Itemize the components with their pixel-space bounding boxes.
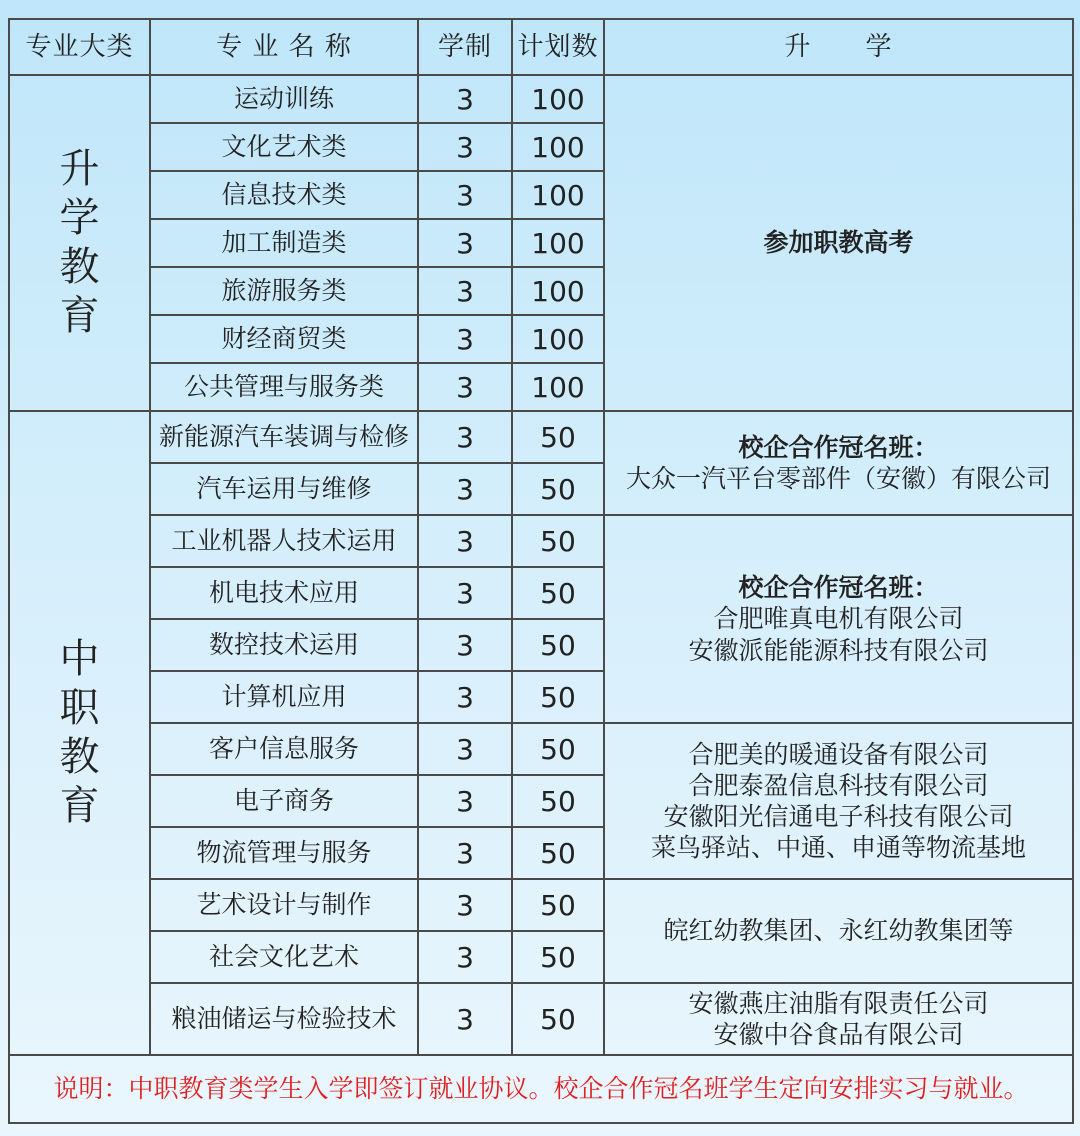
major-name: 加工制造类 [150, 219, 418, 267]
partner-note: 安徽燕庄油脂有限责任公司 安徽中谷食品有限公司 [604, 983, 1073, 1055]
major-name: 财经商贸类 [150, 315, 418, 363]
plan-value: 100 [512, 219, 604, 267]
plan-value: 50 [512, 775, 604, 827]
major-name: 计算机应用 [150, 671, 418, 723]
plan-value: 100 [512, 75, 604, 123]
major-name: 粮油储运与检验技术 [150, 983, 418, 1055]
table-row [9, 75, 1073, 123]
major-name: 新能源汽车装调与检修 [150, 411, 418, 463]
years-value: 3 [418, 723, 512, 775]
header-category: 专业大类 [9, 19, 150, 75]
plan-value: 100 [512, 267, 604, 315]
plan-value: 100 [512, 363, 604, 411]
major-name: 社会文化艺术 [150, 931, 418, 983]
major-name: 公共管理与服务类 [150, 363, 418, 411]
years-value: 3 [418, 123, 512, 171]
years-value: 3 [418, 775, 512, 827]
category-higher-education: 升 学 教 育 [9, 75, 150, 411]
years-value: 3 [418, 219, 512, 267]
plan-value: 50 [512, 879, 604, 931]
header-years: 学制 [418, 19, 512, 75]
years-value: 3 [418, 363, 512, 411]
plan-value: 50 [512, 827, 604, 879]
footer-note: 说明：中职教育类学生入学即签订就业协议。校企合作冠名班学生定向安排实习与就业。 [9, 1055, 1073, 1123]
plan-value: 50 [512, 931, 604, 983]
partner-note: 校企合作冠名班： 大众一汽平台零部件（安徽）有限公司 [604, 411, 1073, 515]
years-value: 3 [418, 75, 512, 123]
major-name: 物流管理与服务 [150, 827, 418, 879]
table-row [9, 723, 1073, 775]
major-name: 工业机器人技术运用 [150, 515, 418, 567]
plan-value: 50 [512, 567, 604, 619]
years-value: 3 [418, 671, 512, 723]
years-value: 3 [418, 827, 512, 879]
plan-value: 50 [512, 983, 604, 1055]
major-name: 信息技术类 [150, 171, 418, 219]
major-name: 文化艺术类 [150, 123, 418, 171]
plan-value: 50 [512, 671, 604, 723]
years-value: 3 [418, 931, 512, 983]
header-row [9, 19, 1073, 75]
major-name: 客户信息服务 [150, 723, 418, 775]
major-name: 电子商务 [150, 775, 418, 827]
plan-value: 100 [512, 171, 604, 219]
plan-value: 50 [512, 411, 604, 463]
years-value: 3 [418, 315, 512, 363]
major-name: 机电技术应用 [150, 567, 418, 619]
plan-value: 100 [512, 315, 604, 363]
years-value: 3 [418, 267, 512, 315]
major-name: 旅游服务类 [150, 267, 418, 315]
major-name: 运动训练 [150, 75, 418, 123]
years-value: 3 [418, 983, 512, 1055]
plan-value: 50 [512, 463, 604, 515]
partner-note: 皖红幼教集团、永红幼教集团等 [604, 879, 1073, 983]
years-value: 3 [418, 463, 512, 515]
years-value: 3 [418, 411, 512, 463]
enrollment-plan-table-container [8, 18, 1072, 1124]
years-value: 3 [418, 879, 512, 931]
years-value: 3 [418, 171, 512, 219]
major-name: 艺术设计与制作 [150, 879, 418, 931]
category-vocational-education: 中 职 教 育 [9, 411, 150, 1055]
plan-value: 50 [512, 515, 604, 567]
partner-note: 合肥美的暖通设备有限公司 合肥泰盈信息科技有限公司 安徽阳光信通电子科技有限公司 菜鸟驿站、中通、申通等物流基地 [604, 723, 1073, 879]
plan-value: 50 [512, 723, 604, 775]
plan-value: 50 [512, 619, 604, 671]
enrollment-plan-table [8, 18, 1074, 1124]
header-major-name: 专 业 名 称 [150, 19, 418, 75]
plan-value: 100 [512, 123, 604, 171]
years-value: 3 [418, 619, 512, 671]
years-value: 3 [418, 515, 512, 567]
footer-row [9, 1055, 1073, 1123]
table-row [9, 879, 1073, 931]
header-progression: 升 学 [604, 19, 1073, 75]
table-row [9, 515, 1073, 567]
header-plan: 计划数 [512, 19, 604, 75]
table-row [9, 411, 1073, 463]
years-value: 3 [418, 567, 512, 619]
table-row [9, 983, 1073, 1055]
major-name: 数控技术运用 [150, 619, 418, 671]
major-name: 汽车运用与维修 [150, 463, 418, 515]
partner-note: 校企合作冠名班： 合肥唯真电机有限公司 安徽派能能源科技有限公司 [604, 515, 1073, 723]
progression-note-exam: 参加职教高考 [604, 75, 1073, 411]
